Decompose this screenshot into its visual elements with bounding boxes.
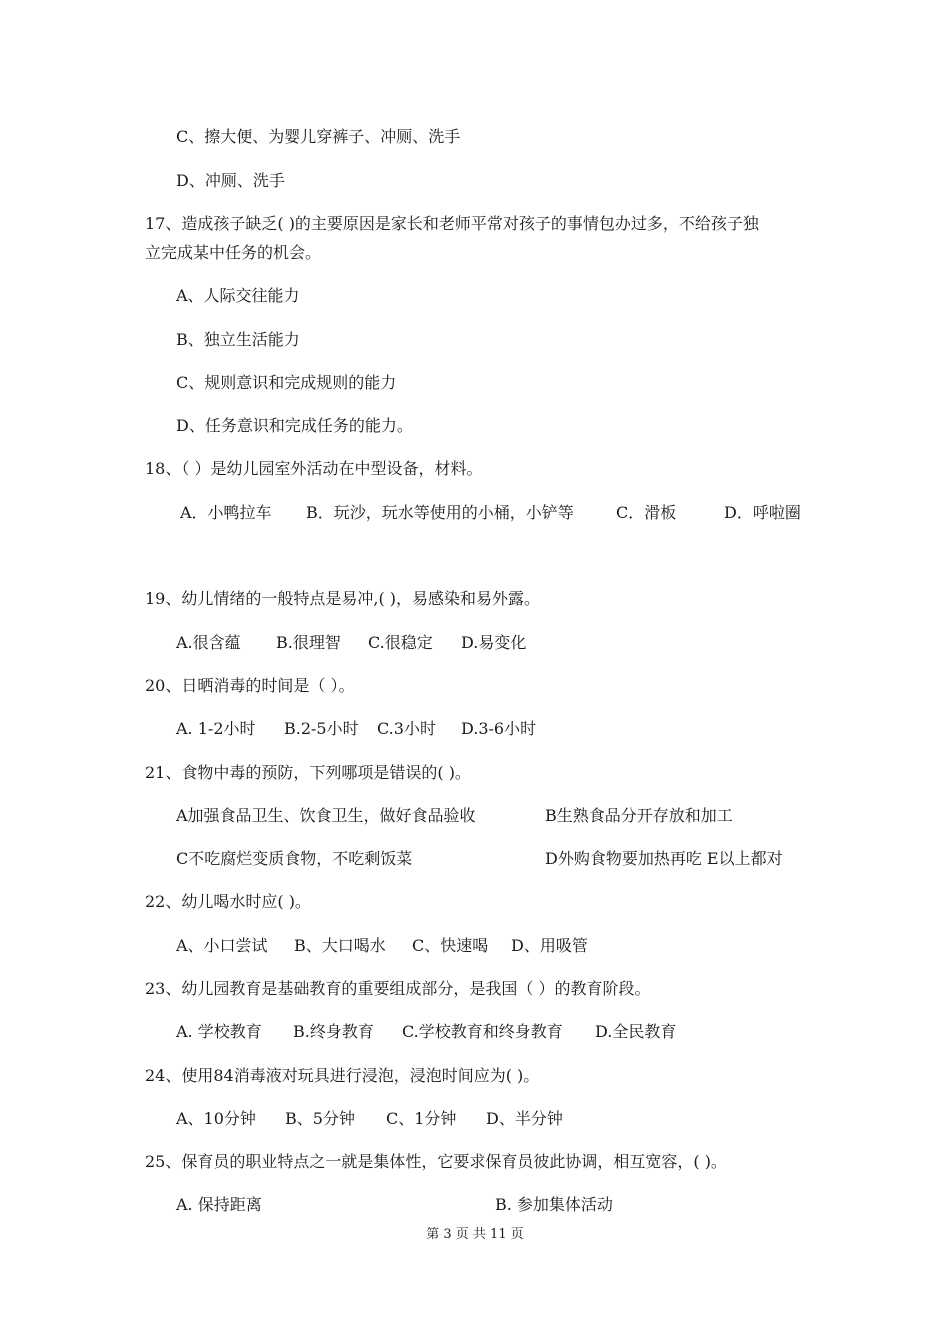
q22-stem: 22、幼儿喝水时应( )。 (145, 892, 311, 911)
q23-stem: 23、幼儿园教育是基础教育的重要组成部分，是我国（ ）的教育阶段。 (145, 979, 651, 998)
q24-stem: 24、使用84消毒液对玩具进行浸泡，浸泡时间应为( )。 (145, 1066, 540, 1085)
q23-option-c: C.学校教育和终身教育 (402, 1022, 563, 1041)
q25-option-a: A. 保持距离 (176, 1195, 262, 1214)
q23-option-a: A. 学校教育 (176, 1022, 262, 1041)
q17-stem-cont: 立完成某中任务的机会。 (145, 243, 322, 262)
q24-option-b: B、5分钟 (285, 1109, 355, 1128)
q16-option-c: C、擦大便、为婴儿穿裤子、冲厕、洗手 (176, 127, 461, 146)
q21-option-c: C不吃腐烂变质食物，不吃剩饭菜 (176, 849, 413, 868)
q24-option-c: C、1分钟 (386, 1109, 457, 1128)
q18-option-c: C．滑板 (616, 503, 677, 522)
q18-stem: 18、（ ）是幼儿园室外活动在中型设备，材料。 (145, 459, 483, 478)
q24-option-a: A、10分钟 (176, 1109, 256, 1128)
q16-option-d: D、冲厕、洗手 (176, 171, 285, 190)
q17-option-a: A、人际交往能力 (176, 286, 300, 305)
q22-option-a: A、小口尝试 (176, 936, 268, 955)
q24-option-d: D、半分钟 (486, 1109, 563, 1128)
q22-option-c: C、快速喝 (412, 936, 489, 955)
q19-option-d: D.易变化 (461, 633, 527, 652)
q19-option-b: B.很理智 (276, 633, 341, 652)
q20-stem: 20、日晒消毒的时间是（ ）。 (145, 676, 355, 695)
q21-stem: 21、食物中毒的预防，下列哪项是错误的( )。 (145, 763, 471, 782)
q20-option-b: B.2-5小时 (284, 719, 359, 738)
q17-option-b: B、独立生活能力 (176, 330, 300, 349)
q17-option-c: C、规则意识和完成规则的能力 (176, 373, 397, 392)
q25-stem: 25、保育员的职业特点之一就是集体性，它要求保育员彼此协调，相互宽容，( )。 (145, 1152, 727, 1171)
q21-option-b: B生熟食品分开存放和加工 (545, 806, 733, 825)
q19-option-c: C.很稳定 (368, 633, 433, 652)
q25-option-b: B. 参加集体活动 (495, 1195, 613, 1214)
q19-option-a: A.很含蕴 (176, 633, 241, 652)
q20-option-a: A. 1-2小时 (176, 719, 256, 738)
page-number-footer: 第 3 页 共 11 页 (426, 1227, 524, 1242)
q23-option-b: B.终身教育 (293, 1022, 374, 1041)
q23-option-d: D.全民教育 (595, 1022, 677, 1041)
q22-option-d: D、用吸管 (511, 936, 588, 955)
q21-option-a: A加强食品卫生、饮食卫生，做好食品验收 (176, 806, 476, 825)
q18-option-d: D．呼啦圈 (724, 503, 801, 522)
q17-stem: 17、造成孩子缺乏( )的主要原因是家长和老师平常对孩子的事情包办过多，不给孩子独 (145, 214, 759, 233)
q17-option-d: D、任务意识和完成任务的能力。 (176, 416, 413, 435)
q18-option-b: B．玩沙，玩水等使用的小桶，小铲等 (306, 503, 574, 522)
q19-stem: 19、幼儿情绪的一般特点是易冲,( )，易感染和易外露。 (145, 589, 541, 608)
q20-option-c: C.3小时 (377, 719, 436, 738)
q21-option-d-e: D外购食物要加热再吃 E以上都对 (545, 849, 783, 868)
q20-option-d: D.3-6小时 (461, 719, 537, 738)
q22-option-b: B、大口喝水 (294, 936, 386, 955)
q18-option-a: A．小鸭拉车 (180, 503, 272, 522)
